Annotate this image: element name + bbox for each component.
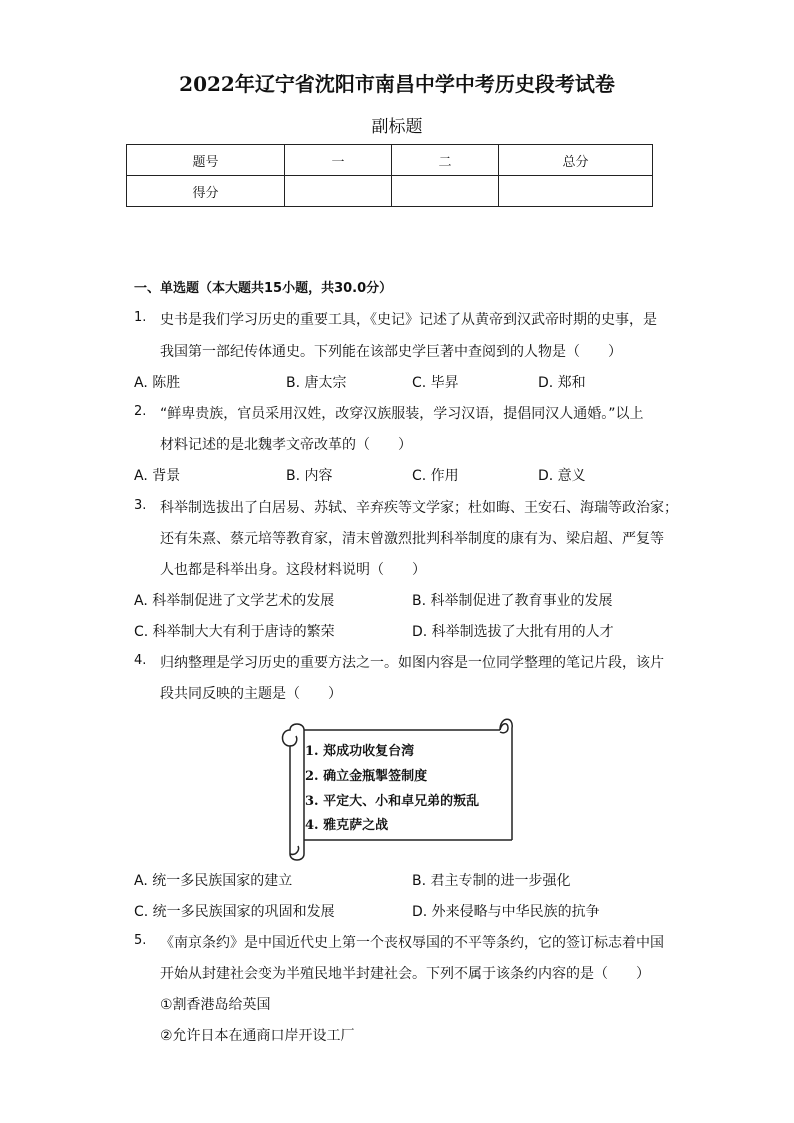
option-b[interactable]: B. 内容 xyxy=(286,468,333,484)
scroll-note-item: 1. 郑成功收复台湾 xyxy=(305,744,415,759)
question-number: 4. xyxy=(134,653,147,668)
question-text-line: “鲜卑贵族，官员采用汉姓，改穿汉族服装，学习汉语，提倡同汉人通婚。”以上 xyxy=(160,406,644,422)
score-header-cell: 一 xyxy=(285,145,392,176)
option-a[interactable]: A. 陈胜 xyxy=(134,375,181,391)
option-d[interactable]: D. 意义 xyxy=(538,468,586,484)
question-text-line: 开始从封建社会变为半殖民地半封建社会。下列不属于该条约内容的是（ ） xyxy=(160,966,650,982)
question-text-line: 《南京条约》是中国近代史上第一个丧权辱国的不平等条约，它的签订标志着中国 xyxy=(160,935,664,951)
question-number: 1. xyxy=(134,310,147,325)
option-d[interactable]: D. 科举制选拔了大批有用的人才 xyxy=(412,624,614,640)
option-d[interactable]: D. 外来侵略与中华民族的抗争 xyxy=(412,904,600,920)
question-text-line: 段共同反映的主题是（ ） xyxy=(160,686,342,702)
page-title: 2022年辽宁省沈阳市南昌中学中考历史段考试卷 xyxy=(179,72,615,96)
option-a[interactable]: A. 统一多民族国家的建立 xyxy=(134,873,293,889)
question-number: 2. xyxy=(134,404,147,419)
option-c[interactable]: C. 科举制大大有利于唐诗的繁荣 xyxy=(134,624,335,640)
question-text-line: 我国第一部纪传体通史。下列能在该部史学巨著中查阅到的人物是（ ） xyxy=(160,344,622,360)
scroll-note-item: 2. 确立金瓶掣签制度 xyxy=(305,769,428,784)
score-header-cell: 二 xyxy=(392,145,499,176)
score-table-header-row xyxy=(127,145,653,176)
option-c[interactable]: C. 作用 xyxy=(412,468,459,484)
scroll-note-item: 4. 雅克萨之战 xyxy=(305,818,389,833)
option-a[interactable]: A. 背景 xyxy=(134,468,181,484)
question-text-line: 科举制选拔出了白居易、苏轼、辛弃疾等文学家；杜如晦、王安石、海瑞等政治家； xyxy=(160,500,678,516)
question-sub-item: ①割香港岛给英国 xyxy=(160,997,271,1013)
question-text-line: 归纳整理是学习历史的重要方法之一。如图内容是一位同学整理的笔记片段，该片 xyxy=(160,655,664,671)
question-text-line: 人也都是科举出身。这段材料说明（ ） xyxy=(160,562,426,578)
option-b[interactable]: B. 科举制促进了教育事业的发展 xyxy=(412,593,613,609)
score-cell[interactable] xyxy=(392,176,499,207)
score-cell[interactable] xyxy=(499,176,653,207)
question-sub-item: ②允许日本在通商口岸开设工厂 xyxy=(160,1028,355,1044)
score-cell[interactable] xyxy=(285,176,392,207)
score-table xyxy=(126,144,653,207)
score-header-cell: 总分 xyxy=(499,145,653,176)
score-table-row xyxy=(127,176,653,207)
question-text-line: 史书是我们学习历史的重要工具，《史记》记述了从黄帝到汉武帝时期的史事，是 xyxy=(160,312,657,328)
option-b[interactable]: B. 唐太宗 xyxy=(286,375,347,391)
option-c[interactable]: C. 毕昇 xyxy=(412,375,459,391)
option-c[interactable]: C. 统一多民族国家的巩固和发展 xyxy=(134,904,335,920)
section-heading: 一、单选题（本大题共15小题，共30.0分） xyxy=(134,281,393,296)
scroll-note-image xyxy=(276,710,516,862)
scroll-note-item: 3. 平定大、小和卓兄弟的叛乱 xyxy=(305,794,480,809)
score-header-cell: 题号 xyxy=(127,145,285,176)
score-row-label: 得分 xyxy=(127,176,285,207)
question-number: 5. xyxy=(134,933,147,948)
question-text-line: 材料记述的是北魏孝文帝改革的（ ） xyxy=(160,437,412,453)
page-subtitle: 副标题 xyxy=(371,117,423,137)
option-a[interactable]: A. 科举制促进了文学艺术的发展 xyxy=(134,593,335,609)
question-text-line: 还有朱熹、蔡元培等教育家，清末曾激烈批判科举制度的康有为、梁启超、严复等 xyxy=(160,531,664,547)
question-number: 3. xyxy=(134,498,147,513)
option-d[interactable]: D. 郑和 xyxy=(538,375,586,391)
option-b[interactable]: B. 君主专制的进一步强化 xyxy=(412,873,571,889)
